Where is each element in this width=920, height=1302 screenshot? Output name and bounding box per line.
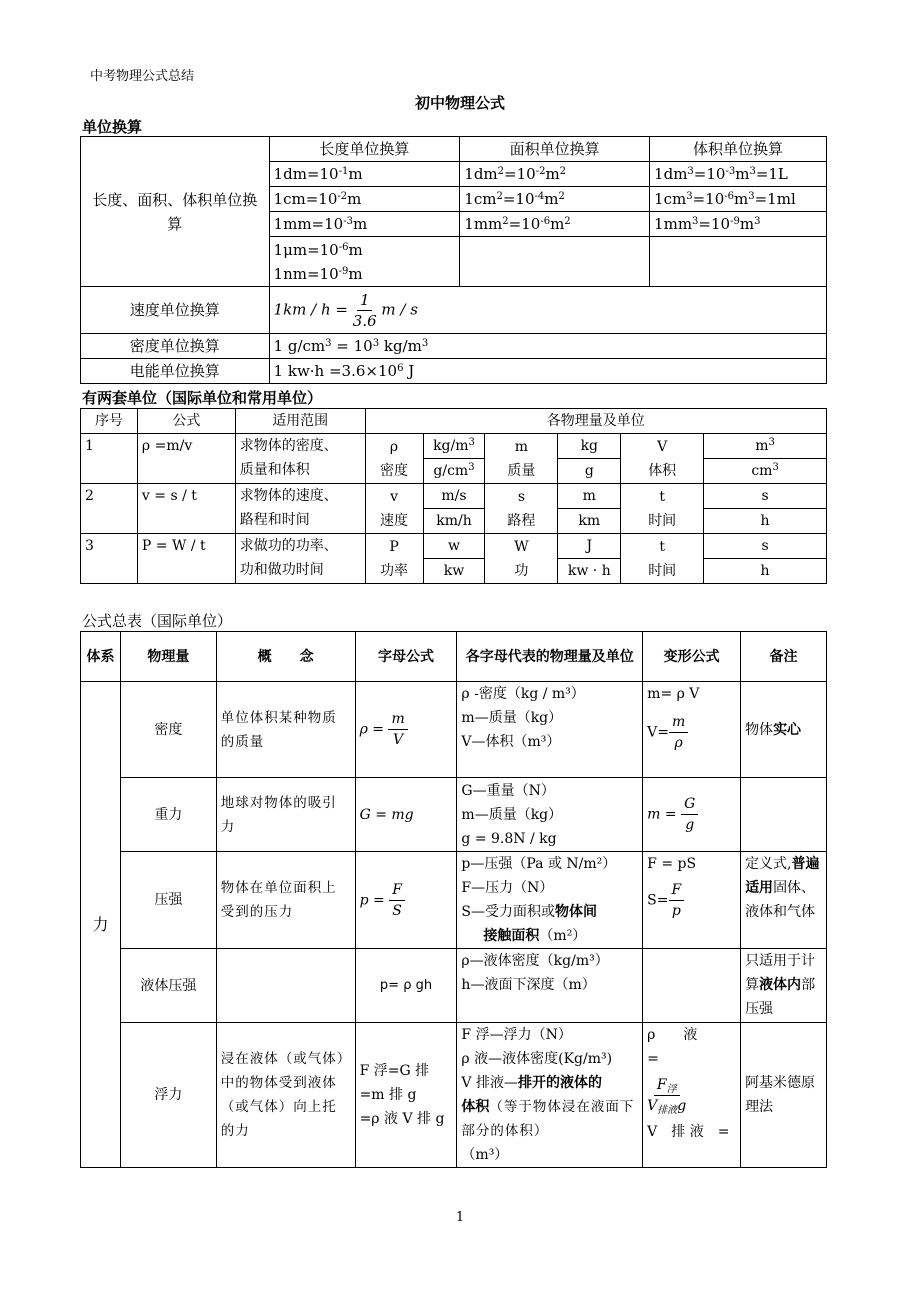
cell: $1mm=10^{-3}m$: [269, 212, 460, 237]
meaning: p—压强（Pa 或 N/m²） F—压力（N） S—受力面积或物体间 接触面积（m²）: [457, 852, 643, 949]
transform: [643, 949, 741, 1023]
quantity: t 时间: [621, 534, 704, 584]
section-two-units-heading: 有两套单位（国际单位和常用单位）: [82, 389, 323, 407]
unit: J: [558, 534, 621, 559]
quantity-name: 密度: [120, 682, 216, 778]
col-formula: 公式: [137, 409, 235, 434]
cell: $1dm^3=10^{-3}m^3=1L$: [650, 162, 827, 187]
concept: 单位体积某种物质的质量: [216, 682, 355, 778]
col-transform: 变形公式: [643, 632, 741, 682]
col-scope: 适用范围: [235, 409, 365, 434]
unit: $m^3$: [704, 434, 827, 459]
note: 只适用于计算液体内部压强: [741, 949, 827, 1023]
system-force: 力: [81, 682, 121, 1168]
concept: 浸在液体（或气体）中的物体受到液体（或气体）向上托的力: [216, 1023, 355, 1168]
quantity-name: 重力: [120, 778, 216, 852]
unit: m/s: [423, 484, 485, 509]
cell: $1cm=10^{-2}m$: [269, 187, 460, 212]
page-header: 中考物理公式总结: [90, 69, 195, 84]
cell: $1dm^2=10^{-2}m^2$: [460, 162, 650, 187]
transform: m = $\frac{G}{g}$: [643, 778, 741, 852]
cell: $1cm^2=10^{-4}m^2$: [460, 187, 650, 212]
note: 物体实心: [741, 682, 827, 778]
cell: $1cm^3=10^{-6}m^3=1ml$: [650, 187, 827, 212]
col-meaning: 各字母代表的物理量及单位: [457, 632, 643, 682]
quantity: V 体积: [621, 434, 704, 484]
formula-table: [80, 631, 827, 1168]
note: 阿基米德原理法: [741, 1023, 827, 1168]
unit: h: [704, 509, 827, 534]
cell: $1dm=10^{-1}m$: [269, 162, 460, 187]
meaning: ρ—液体密度（kg/m³） h—液面下深度（m）: [457, 949, 643, 1023]
row-formula: v = s / t: [137, 484, 235, 534]
quantity-name: 压强: [120, 852, 216, 949]
unit: kg: [558, 434, 621, 459]
area-header: 面积单位换算: [460, 137, 650, 162]
row-no: 2: [81, 484, 138, 534]
col-note: 备注: [741, 632, 827, 682]
unit: g: [558, 459, 621, 484]
meaning: ρ -密度（kg / m³） m—质量（kg） V—体积（m³）: [457, 682, 643, 778]
quantity: v 速度: [365, 484, 423, 534]
cell: [650, 237, 827, 287]
unit: km: [558, 509, 621, 534]
row-scope: 求做功的功率、 功和做功时间: [235, 534, 365, 584]
unit: $kg/m^3$: [423, 434, 485, 459]
quantity-name: 液体压强: [120, 949, 216, 1023]
cell: $1mm^3=10^{-9}m^3$: [650, 212, 827, 237]
page-number: 1: [455, 1210, 465, 1225]
unit: h: [704, 559, 827, 584]
transform: m= ρ V V= $\frac{m}{\rho}$: [643, 682, 741, 778]
transform: ρ 液 = $\frac{F_浮}{V_{排液}g}$ V 排 液 =: [643, 1023, 741, 1168]
quantity: s 路程: [485, 484, 558, 534]
note: 定义式,普遍适用固体、液体和气体: [741, 852, 827, 949]
meaning: G—重量（N） m—质量（kg） g = 9.8N / kg: [457, 778, 643, 852]
letter-formula: ρ = $\frac{m}{V}$: [355, 682, 457, 778]
concept: 物体在单位面积上受到的压力: [216, 852, 355, 949]
unit: km/h: [423, 509, 485, 534]
letter-formula: G = mg: [355, 778, 457, 852]
row-formula: P = W / t: [137, 534, 235, 584]
unit: kw: [423, 559, 485, 584]
section-unit-conversion-heading: 单位换算: [82, 118, 143, 136]
note: [741, 778, 827, 852]
col-concept: 概 念: [216, 632, 355, 682]
row-no: 3: [81, 534, 138, 584]
quantity: P 功率: [365, 534, 423, 584]
row-no: 1: [81, 434, 138, 484]
speed-formula: 1km / h = $\frac{1}{3.6}$ m / s: [269, 287, 826, 334]
density-label: 密度单位换算: [81, 334, 270, 359]
unit: kw · h: [558, 559, 621, 584]
cell: $1\mu m=10^{-6}m$ $1nm=10^{-9}m$: [269, 237, 460, 287]
col-quantity: 物理量: [120, 632, 216, 682]
row-scope: 求物体的速度、 路程和时间: [235, 484, 365, 534]
quantity: W 功: [485, 534, 558, 584]
quantity: t 时间: [621, 484, 704, 534]
row-formula: ρ =m/v: [137, 434, 235, 484]
letter-formula: F 浮=G 排 =m 排 g =ρ 液 V 排 g: [355, 1023, 457, 1168]
row-scope: 求物体的密度、 质量和体积: [235, 434, 365, 484]
unit: $g/cm^3$: [423, 459, 485, 484]
section-formula-table-heading: 公式总表（国际单位）: [82, 612, 233, 630]
dimension-label: 长度、面积、体积单位换算: [81, 137, 270, 287]
letter-formula: p = $\frac{F}{S}$: [355, 852, 457, 949]
two-units-table: [80, 408, 827, 584]
quantity: ρ 密度: [365, 434, 423, 484]
unit: s: [704, 534, 827, 559]
unit: m: [558, 484, 621, 509]
energy-label: 电能单位换算: [81, 359, 270, 384]
concept: 地球对物体的吸引力: [216, 778, 355, 852]
col-system: 体系: [81, 632, 121, 682]
quantity-name: 浮力: [120, 1023, 216, 1168]
unit: $cm^3$: [704, 459, 827, 484]
transform: F = pS S= $\frac{F}{p}$: [643, 852, 741, 949]
page-title: 初中物理公式: [414, 94, 505, 112]
cell: [460, 237, 650, 287]
cell: $1mm^2=10^{-6}m^2$: [460, 212, 650, 237]
length-header: 长度单位换算: [269, 137, 460, 162]
col-no: 序号: [81, 409, 138, 434]
quantity: m 质量: [485, 434, 558, 484]
letter-formula: p= ρ gh: [355, 949, 457, 1023]
unit-conversion-table: [80, 136, 827, 384]
col-formula: 字母公式: [355, 632, 457, 682]
energy-value: 1 $kw\cdot h =3.6\times 10^6$ J: [269, 359, 826, 384]
unit: w: [423, 534, 485, 559]
density-value: 1 $g/cm^3 = 10^3$ $kg/m^3$: [269, 334, 826, 359]
concept: [216, 949, 355, 1023]
col-quantities: 各物理量及单位: [365, 409, 826, 434]
volume-header: 体积单位换算: [650, 137, 827, 162]
meaning: F 浮—浮力（N） ρ 液—液体密度(Kg/m³) V 排液—排开的液体的 体积（等于物体浸在液面下部分的体积） （m³）: [457, 1023, 643, 1168]
speed-label: 速度单位换算: [81, 287, 270, 334]
unit: s: [704, 484, 827, 509]
